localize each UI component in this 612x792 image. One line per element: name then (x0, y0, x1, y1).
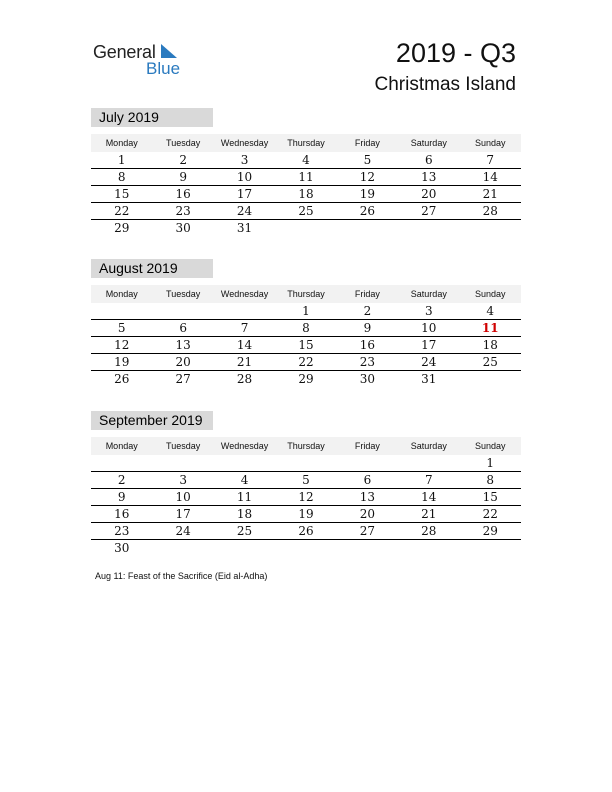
weekday-label: Friday (354, 289, 380, 299)
day-cell: 20 (359, 507, 376, 521)
day-cell: 22 (298, 355, 314, 369)
month-label: July 2019 (91, 108, 213, 127)
day-cell: 9 (117, 490, 126, 504)
day-cell: 19 (359, 187, 376, 201)
week-row (91, 203, 521, 220)
day-cell: 11 (236, 490, 253, 504)
logo-general-text: General (93, 42, 156, 62)
day-cell (214, 540, 275, 556)
weekday-label: Monday (105, 138, 138, 148)
day-cell: 21 (482, 187, 498, 201)
day-cell: 15 (482, 490, 498, 504)
day-cell (214, 455, 275, 471)
month-calendar (91, 108, 521, 236)
day-cell: 30 (175, 221, 191, 235)
weekday-label: Thursday (287, 289, 325, 299)
day-cell: 3 (179, 473, 187, 487)
day-cell: 16 (359, 338, 376, 352)
day-cell: 14 (482, 170, 498, 184)
weekday-label: Sunday (474, 289, 506, 299)
day-cell: 17 (175, 507, 191, 521)
weekday-label: Thursday (287, 138, 325, 148)
day-cell: 5 (302, 473, 310, 487)
day-cell: 7 (240, 321, 249, 335)
day-cell: 29 (482, 524, 498, 538)
day-cell: 9 (179, 170, 187, 184)
day-cell: 15 (114, 187, 130, 201)
day-cell: 4 (240, 473, 249, 487)
day-cell: 25 (236, 524, 253, 538)
day-cell (460, 220, 521, 236)
day-cell: 13 (359, 490, 376, 504)
day-cell (214, 303, 275, 319)
day-cell: 27 (359, 524, 376, 538)
month-label: August 2019 (91, 259, 213, 278)
day-cell (337, 455, 398, 471)
weekday-header-row (91, 134, 521, 152)
day-cell: 17 (421, 338, 437, 352)
day-cell: 18 (482, 338, 498, 352)
day-cell: 23 (114, 524, 130, 538)
day-cell: 3 (240, 153, 249, 167)
logo-triangle-icon (161, 44, 177, 58)
week-row (91, 506, 521, 523)
weekday-label: Friday (354, 441, 380, 451)
day-cell: 30 (114, 541, 130, 555)
day-cell: 23 (359, 355, 376, 369)
weekday-label: Wednesday (220, 289, 269, 299)
page-title: 2019 - Q3 (395, 38, 516, 68)
day-cell: 7 (425, 473, 433, 487)
month-calendar (91, 259, 521, 387)
day-cell: 26 (114, 372, 130, 386)
day-cell: 21 (236, 355, 253, 369)
week-row (91, 371, 521, 387)
day-cell: 23 (175, 204, 191, 218)
day-cell (275, 455, 336, 471)
week-row (91, 320, 521, 337)
day-cell: 12 (298, 490, 314, 504)
day-cell: 17 (236, 187, 253, 201)
day-cell (275, 220, 336, 236)
day-cell: 10 (421, 321, 437, 335)
weekday-label: Saturday (410, 289, 447, 299)
week-row (91, 489, 521, 506)
day-cell (398, 455, 459, 471)
weekday-label: Monday (105, 289, 138, 299)
day-cell (337, 540, 398, 556)
day-cell: 8 (486, 473, 495, 487)
day-cell: 4 (302, 153, 310, 167)
weekday-label: Saturday (410, 441, 447, 451)
weekday-label: Tuesday (166, 138, 201, 148)
weekday-label: Wednesday (220, 441, 269, 451)
day-cell: 6 (179, 321, 187, 335)
day-cell: 6 (425, 153, 433, 167)
day-cell: 26 (298, 524, 314, 538)
day-cell: 13 (421, 170, 437, 184)
weekday-label: Sunday (474, 138, 506, 148)
day-cell: 1 (302, 304, 310, 318)
holiday-note: Aug 11: Feast of the Sacrifice (Eid al-Adha) (95, 571, 268, 581)
day-cell: 5 (363, 153, 372, 167)
day-cell: 3 (425, 304, 433, 318)
day-cell: 12 (359, 170, 376, 184)
day-cell: 2 (179, 153, 187, 167)
day-cell: 2 (117, 473, 126, 487)
day-cell: 29 (298, 372, 314, 386)
day-cell: 28 (482, 204, 498, 218)
day-cell (152, 455, 213, 471)
day-cell: 16 (175, 187, 191, 201)
week-row (91, 169, 521, 186)
day-cell: 10 (236, 170, 253, 184)
day-cell: 8 (302, 321, 310, 335)
day-cell: 11 (481, 321, 499, 335)
day-cell (91, 455, 152, 471)
day-cell (152, 303, 213, 319)
day-cell: 1 (117, 153, 126, 167)
weekday-label: Sunday (474, 441, 506, 451)
day-cell: 28 (236, 372, 253, 386)
day-cell: 25 (298, 204, 314, 218)
day-cell: 18 (236, 507, 253, 521)
day-cell: 24 (236, 204, 253, 218)
logo-blue-text: Blue (146, 59, 181, 78)
day-cell: 9 (363, 321, 372, 335)
page-subtitle: Christmas Island (374, 74, 516, 95)
weekday-label: Saturday (410, 138, 447, 148)
week-row (91, 455, 521, 472)
day-cell: 12 (114, 338, 130, 352)
week-row (91, 152, 521, 169)
day-cell (275, 540, 336, 556)
day-cell: 22 (114, 204, 130, 218)
day-cell: 10 (175, 490, 191, 504)
day-cell (152, 540, 213, 556)
week-row (91, 337, 521, 354)
day-cell: 28 (421, 524, 437, 538)
day-cell: 5 (117, 321, 126, 335)
day-cell (460, 371, 521, 387)
day-cell: 31 (421, 372, 437, 386)
weekday-header-row (91, 437, 521, 455)
weekday-label: Tuesday (166, 441, 201, 451)
day-cell: 16 (114, 507, 130, 521)
week-row (91, 472, 521, 489)
weekday-label: Tuesday (166, 289, 201, 299)
day-cell: 4 (486, 304, 495, 318)
weekday-label: Monday (105, 441, 138, 451)
day-cell: 14 (236, 338, 253, 352)
week-row (91, 354, 521, 371)
day-cell: 26 (359, 204, 376, 218)
week-row (91, 220, 521, 236)
day-cell: 2 (363, 304, 372, 318)
day-cell: 29 (114, 221, 130, 235)
day-cell: 6 (363, 473, 372, 487)
day-cell: 19 (298, 507, 314, 521)
day-cell: 18 (298, 187, 314, 201)
day-cell: 24 (421, 355, 437, 369)
day-cell: 20 (175, 355, 191, 369)
month-calendar (91, 411, 521, 556)
day-cell (91, 303, 152, 319)
week-row (91, 186, 521, 203)
weekday-header-row (91, 285, 521, 303)
week-row (91, 540, 521, 556)
day-cell: 31 (236, 221, 253, 235)
weekday-label: Friday (354, 138, 380, 148)
day-cell (398, 220, 459, 236)
day-cell: 1 (486, 456, 495, 470)
day-cell: 7 (486, 153, 495, 167)
logo (93, 40, 203, 80)
day-cell: 21 (421, 507, 437, 521)
day-cell (337, 220, 398, 236)
day-cell: 13 (175, 338, 191, 352)
day-cell: 20 (421, 187, 437, 201)
day-cell: 11 (298, 170, 314, 184)
day-cell: 19 (114, 355, 130, 369)
month-label: September 2019 (91, 411, 213, 430)
day-cell: 24 (175, 524, 191, 538)
day-cell: 27 (421, 204, 437, 218)
day-cell: 14 (421, 490, 437, 504)
day-cell (460, 540, 521, 556)
weekday-label: Wednesday (220, 138, 269, 148)
day-cell: 27 (175, 372, 191, 386)
day-cell: 22 (482, 507, 498, 521)
week-row (91, 523, 521, 540)
day-cell: 30 (359, 372, 376, 386)
day-cell: 8 (117, 170, 126, 184)
weekday-label: Thursday (287, 441, 325, 451)
day-cell: 15 (298, 338, 314, 352)
day-cell (398, 540, 459, 556)
week-row (91, 303, 521, 320)
day-cell: 25 (482, 355, 498, 369)
